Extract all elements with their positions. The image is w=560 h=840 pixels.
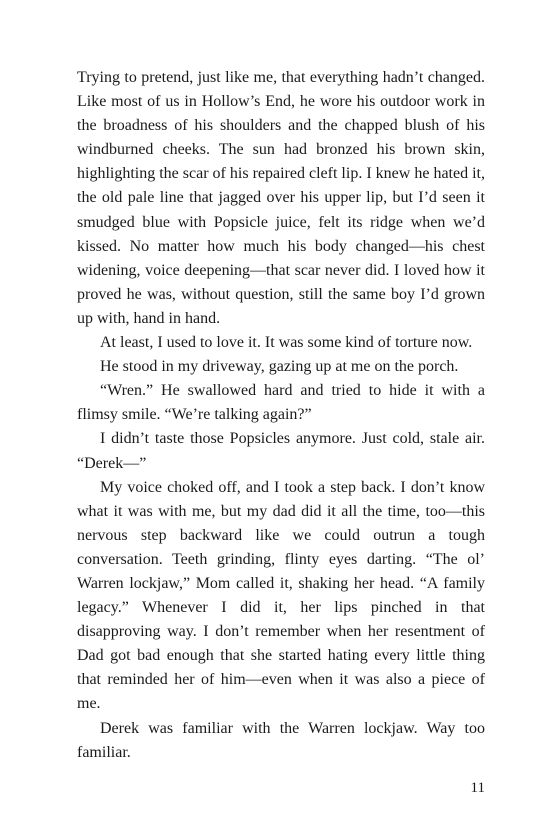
- paragraph: I didn’t taste those Popsicles anymore. Just cold, stale air. “Derek—”: [77, 430, 485, 472]
- paragraph: “Wren.” He swallowed hard and tried to hide it with a flimsy smile. “We’re talking again?”: [77, 382, 485, 424]
- page-body: [77, 66, 485, 765]
- paragraph: My voice choked off, and I took a step back. I don’t know what it was with me, but my dad did it all the time, too—this nervous step backward like we could outrun a tough conversation. Teeth grinding, flinty eyes darting. “The ol’ Warren lockjaw,” Mom called it, shaking her head. “A family legacy.” Whenever I did it, her lips pinched in that disapproving way. I don’t remember when her resentment of Dad got bad enough that she started hating every little thing that reminded her of him—even when it was also a piece of me.: [77, 478, 485, 713]
- paragraph: At least, I used to love it. It was some kind of torture now.: [100, 334, 473, 352]
- paragraph: Derek was familiar with the Warren lockjaw. Way too familiar.: [77, 719, 485, 761]
- paragraph: Trying to pretend, just like me, that everything hadn’t changed. Like most of us in Hollow’s End, he wore his outdoor work in the broadness of his shoulders and the chapped blush of his windburned cheeks. The sun had bronzed his brown skin, highlighting the scar of his repaired cleft lip. I knew he hated it, the old pale line that jagged over his upper lip, but I’d seen it smudged blue with Popsicle juice, felt its ridge when we’d kissed. No matter how much his body changed—his chest widening, voice deepening—that scar never did. I loved how it proved he was, without question, still the same boy I’d grown up with, hand in hand.: [77, 69, 485, 327]
- paragraph: He stood in my driveway, gazing up at me on the porch.: [100, 358, 459, 376]
- page-number: 11: [470, 780, 485, 796]
